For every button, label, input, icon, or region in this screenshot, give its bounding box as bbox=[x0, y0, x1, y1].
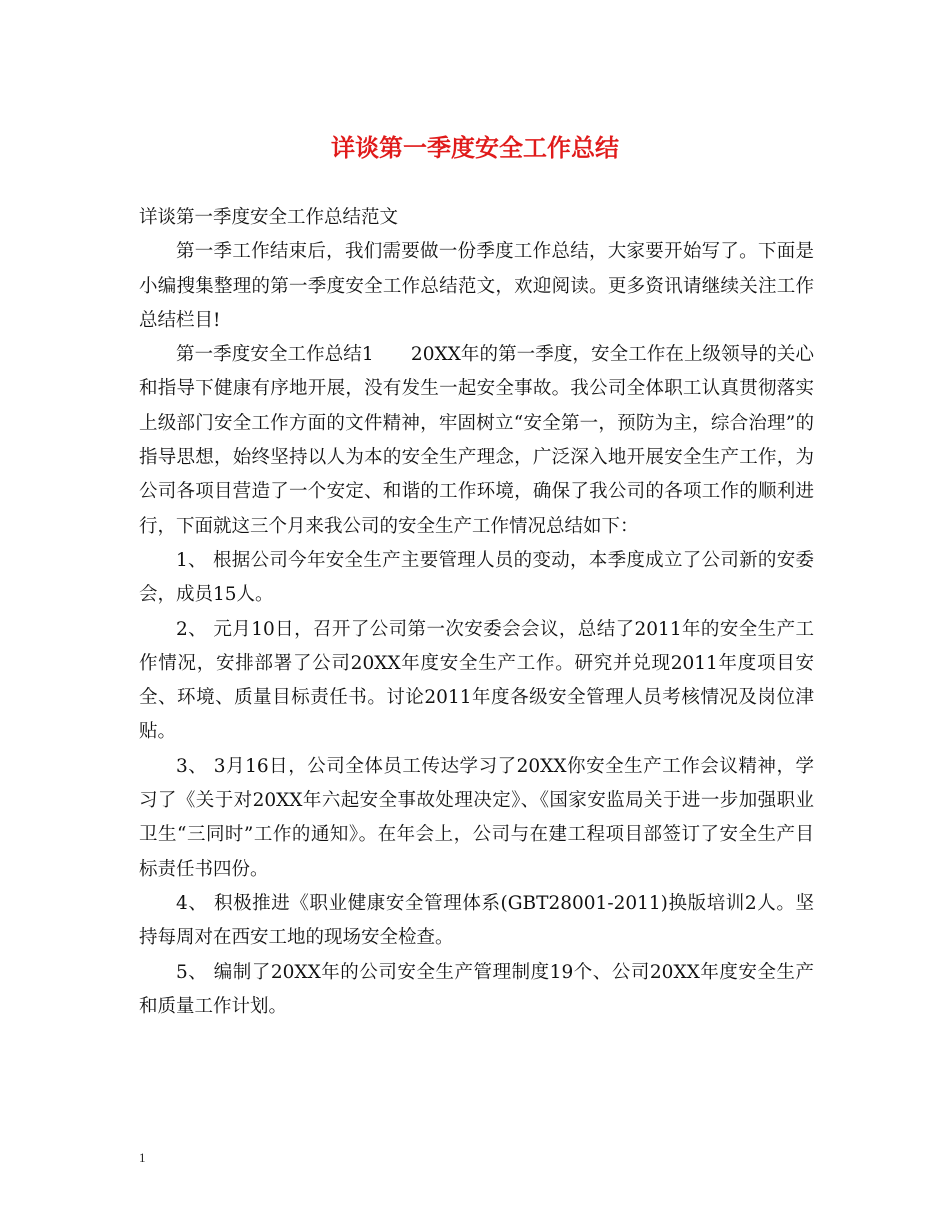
list-item-5: 5、 编制了20XX年的公司安全生产管理制度19个、公司20XX年度安全生产和质量工作计划。 bbox=[139, 961, 814, 1017]
page-number: 1 bbox=[139, 1150, 146, 1165]
intro-paragraph: 第一季工作结束后，我们需要做一份季度工作总结，大家要开始写了。下面是小编搜集整理的第一季度安全工作总结范文，欢迎阅读。更多资讯请继续关注工作总结栏目! bbox=[139, 241, 814, 331]
subtitle-paragraph: 详谈第一季度安全工作总结范文 bbox=[139, 207, 399, 228]
list-item-2: 2、 元月10日，召开了公司第一次安委会会议，总结了2011年的安全生产工作情况，安排部署了公司20XX年度安全生产工作。研究并兑现2011年度项目安全、环境、质量目标责任书。讨论2011年度各级安全管理人员考核情况及岗位津贴。 bbox=[139, 618, 814, 743]
document-title: 详谈第一季度安全工作总结 bbox=[331, 133, 619, 162]
document-body bbox=[139, 201, 814, 1024]
list-item-4: 4、 积极推进《职业健康安全管理体系(GBT28001-2011)换版培训2人。坚持每周对在西安工地的现场安全检查。 bbox=[139, 892, 814, 949]
summary-paragraph: 第一季度安全工作总结1 20XX年的第一季度，安全工作在上级领导的关心和指导下健康有序地开展，没有发生一起安全事故。我公司全体职工认真贯彻落实上级部门安全工作方面的文件精神，牢固树立“安全第一，预防为主，综合治理”的指导思想，始终坚持以人为本的安全生产理念，广泛深入地开展安全生产工作，为公司各项目营造了一个安定、和谐的工作环境，确保了我公司的各项工作的顺利进行，下面就这三个月来我公司的安全生产工作情况总结如下： bbox=[139, 344, 814, 537]
list-item-1: 1、 根据公司今年安全生产主要管理人员的变动，本季度成立了公司新的安委会，成员15人。 bbox=[139, 549, 814, 606]
list-item-3: 3、 3月16日，公司全体员工传达学习了20XX你安全生产工作会议精神，学习了《关于对20XX年六起安全事故处理决定》、《国家安监局关于进一步加强职业卫生“三同时”工作的通知》。在年会上，公司与在建工程项目部签订了安全生产目标责任书四份。 bbox=[139, 755, 814, 880]
